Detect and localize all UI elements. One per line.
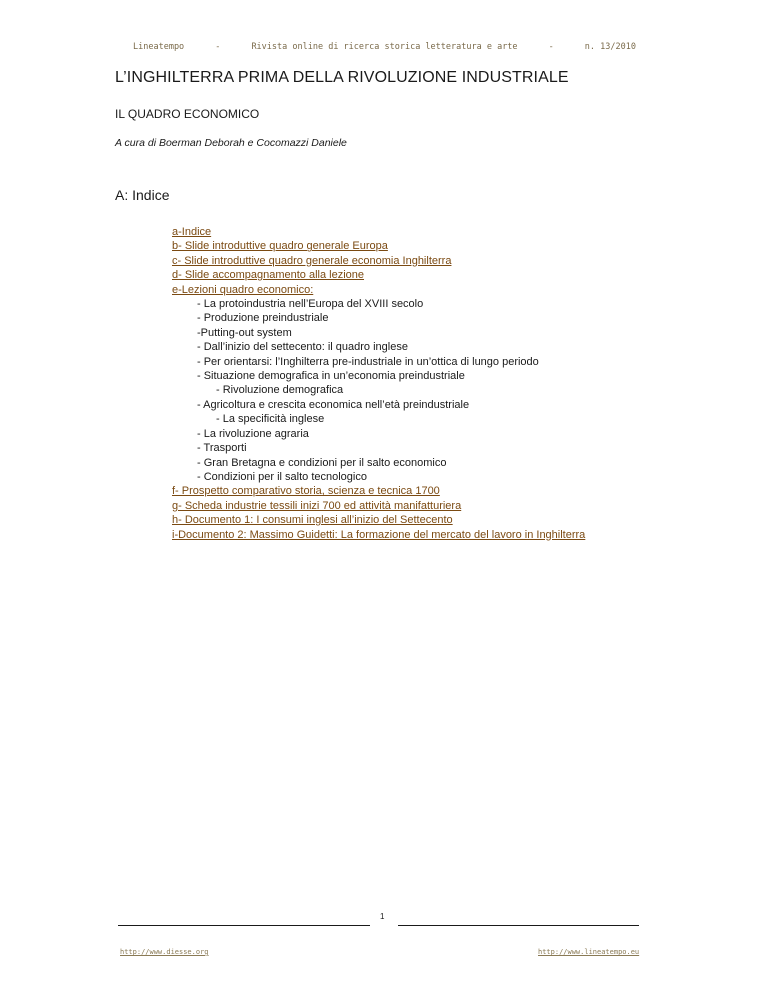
table-of-contents	[172, 225, 585, 542]
document-subtitle: IL QUADRO ECONOMICO	[115, 107, 260, 121]
toc-entry	[172, 398, 585, 412]
toc-entry	[172, 470, 585, 484]
toc-subitem-text: - Agricoltura e crescita economica nell’età preindustriale	[197, 398, 470, 411]
toc-entry	[172, 326, 585, 340]
toc-entry	[172, 297, 585, 311]
toc-entry	[172, 412, 585, 426]
journal-name: Lineatempo	[133, 42, 185, 52]
document-title: L’INGHILTERRA PRIMA DELLA RIVOLUZIONE INDUSTRIALE	[115, 69, 569, 86]
toc-entry[interactable]	[172, 484, 585, 498]
footer-link-diesse[interactable]: http://www.diesse.org	[120, 948, 209, 956]
toc-subitem-text: - Trasporti	[197, 442, 247, 455]
running-header	[133, 42, 636, 52]
toc-entry	[172, 340, 585, 354]
toc-subitem-text: - La rivoluzione agraria	[197, 427, 309, 440]
journal-description: Rivista online di ricerca storica letteratura e arte	[251, 42, 518, 52]
toc-entry[interactable]	[172, 283, 585, 297]
toc-link[interactable]: f- Prospetto comparativo storia, scienza e tecnica 1700	[172, 485, 440, 498]
toc-entry[interactable]	[172, 513, 585, 527]
toc-entry	[172, 311, 585, 325]
toc-subitem-text: - La specificità inglese	[216, 413, 325, 426]
toc-subitem-text: -Putting-out system	[197, 326, 292, 339]
toc-entry	[172, 369, 585, 383]
toc-entry	[172, 441, 585, 455]
toc-subitem-text: - Situazione demografica in un’economia preindustriale	[197, 370, 465, 383]
toc-link[interactable]: i-Documento 2: Massimo Guidetti: La formazione del mercato del lavoro in Inghilterra	[172, 528, 586, 541]
toc-entry	[172, 383, 585, 397]
toc-entry[interactable]	[172, 254, 585, 268]
toc-link[interactable]: c- Slide introduttive quadro generale economia Inghilterra	[172, 254, 452, 267]
toc-subitem-text: - Gran Bretagna e condizioni per il salto economico	[197, 456, 447, 469]
toc-entry[interactable]	[172, 225, 585, 239]
toc-subitem-text: - Dall’inizio del settecento: il quadro inglese	[197, 341, 408, 354]
index-heading: A: Indice	[115, 187, 170, 203]
header-separator: -	[215, 42, 221, 52]
toc-entry	[172, 427, 585, 441]
footer-rule-left	[118, 925, 370, 926]
header-separator: -	[548, 42, 554, 52]
footer-link-lineatempo[interactable]: http://www.lineatempo.eu	[538, 948, 640, 956]
toc-link[interactable]: b- Slide introduttive quadro generale Europa	[172, 240, 388, 253]
toc-subitem-text: - Per orientarsi: l’Inghilterra pre-industriale in un’ottica di lungo periodo	[197, 355, 539, 368]
toc-entry[interactable]	[172, 499, 585, 513]
toc-link[interactable]: h- Documento 1: I consumi inglesi all’inizio del Settecento	[172, 514, 453, 527]
footer-rule-right	[398, 925, 639, 926]
toc-entry[interactable]	[172, 528, 585, 542]
page-number: 1	[380, 912, 385, 921]
toc-subitem-text: - Rivoluzione demografica	[216, 384, 344, 397]
document-authors: A cura di Boerman Deborah e Cocomazzi Daniele	[115, 137, 347, 149]
toc-entry	[172, 355, 585, 369]
toc-link[interactable]: e-Lezioni quadro economico:	[172, 283, 314, 296]
toc-entry[interactable]	[172, 239, 585, 253]
toc-link[interactable]: d- Slide accompagnamento alla lezione	[172, 269, 365, 282]
toc-link[interactable]: g- Scheda industrie tessili inizi 700 ed attività manifatturiera	[172, 499, 462, 512]
toc-subitem-text: - Produzione preindustriale	[197, 312, 329, 325]
toc-subitem-text: - La protoindustria nell’Europa del XVIII secolo	[197, 298, 424, 311]
toc-entry[interactable]	[172, 268, 585, 282]
toc-subitem-text: - Condizioni per il salto tecnologico	[197, 470, 367, 483]
toc-link[interactable]: a-Indice	[172, 226, 212, 238]
toc-entry	[172, 456, 585, 470]
issue-number: n. 13/2010	[584, 42, 636, 52]
